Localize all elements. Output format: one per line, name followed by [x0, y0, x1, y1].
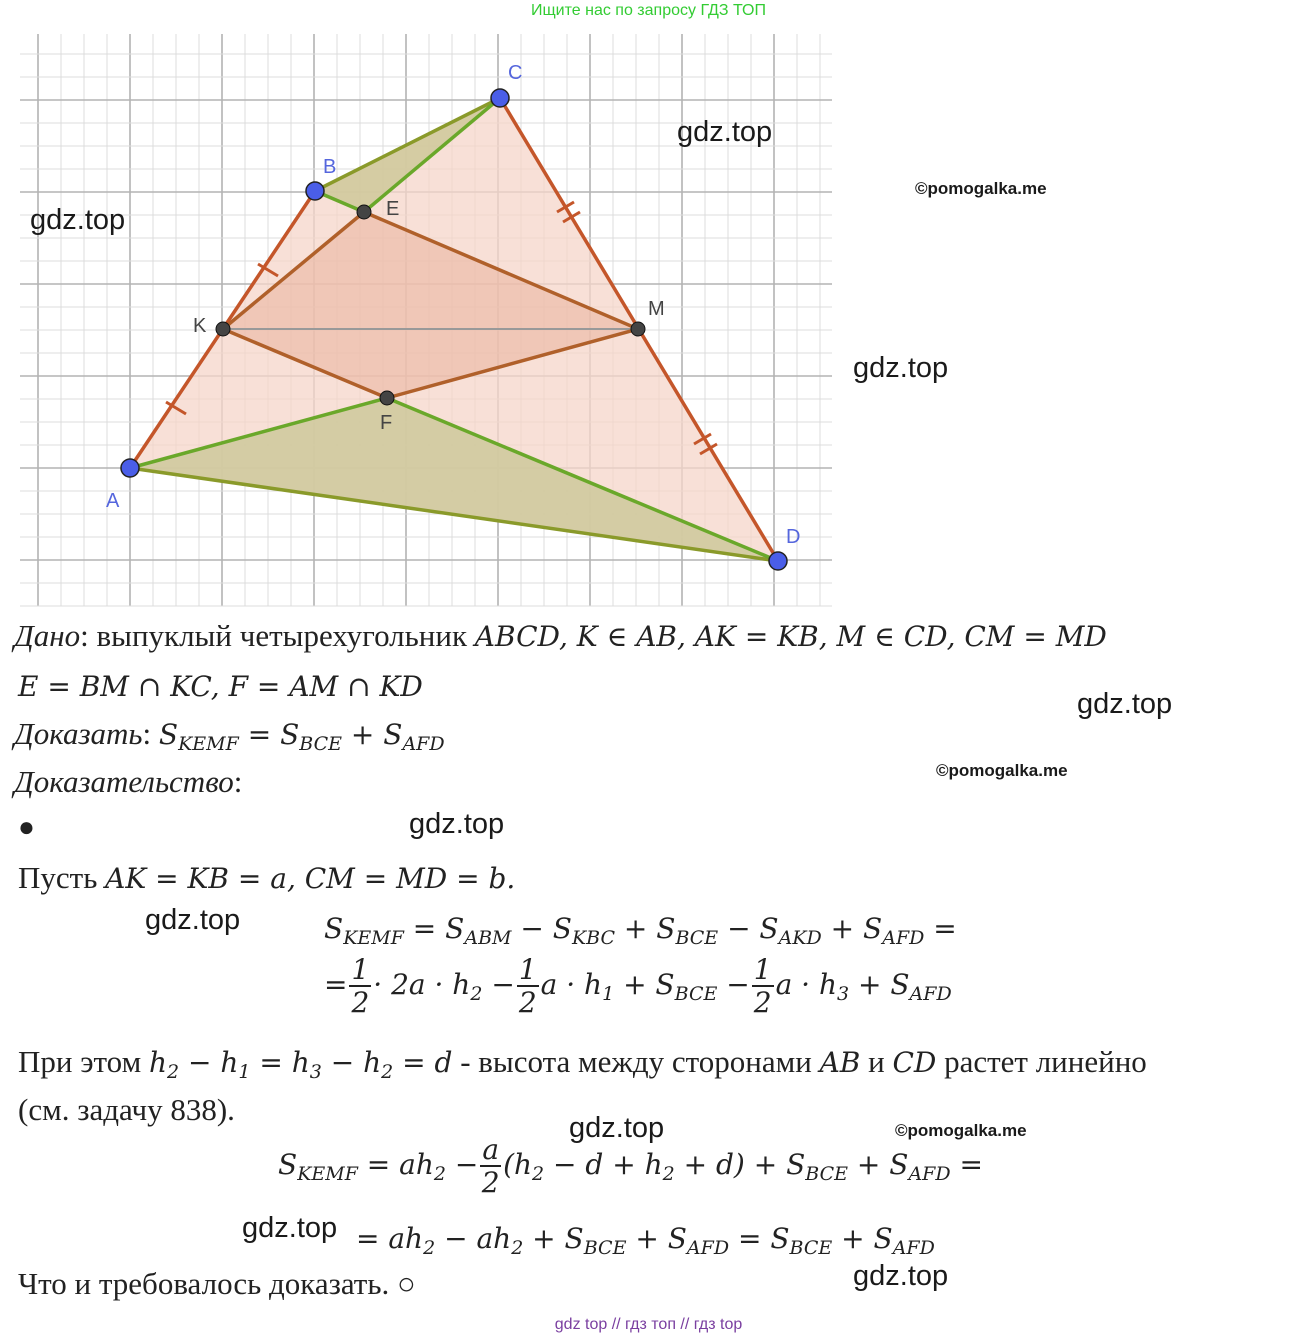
- note-and: и: [860, 1044, 893, 1079]
- point-c: [491, 89, 509, 107]
- label-c: C: [508, 62, 523, 84]
- given-line-1: [14, 618, 1107, 655]
- equation-4: = $ah_2 - ah_2 + S_{BCE} + S_{AFD} = S_{BCE} + S_{AFD}$: [356, 1222, 935, 1259]
- label-k: K: [193, 315, 207, 337]
- point-d: [769, 552, 787, 570]
- point-m: [631, 322, 645, 336]
- prove-label: Доказать: [14, 716, 143, 751]
- watermark-9: gdz.top: [853, 1260, 949, 1292]
- point-b: [306, 182, 324, 200]
- watermark-5: gdz.top: [409, 808, 505, 840]
- point-a: [121, 459, 139, 477]
- label-m: M: [648, 298, 665, 320]
- label-a: A: [106, 490, 120, 512]
- search-hint[interactable]: Ищите нас по запросу ГДЗ ТОП: [531, 2, 766, 19]
- point-f: [380, 391, 394, 405]
- let-line: [18, 860, 515, 897]
- watermark-4: gdz.top: [1077, 688, 1173, 720]
- given-line-2: [18, 668, 423, 705]
- note-end: растет линейно: [936, 1044, 1147, 1079]
- equation-2: = $\frac{1}{2}$ · $2a \cdot h_2$ − $\frac{1}{2}$ $a \cdot h_1 + S_{BCE}$ − $\frac{1}{2}$ $a \cdot h_3 + S_{AFD}$: [324, 953, 952, 1019]
- copyright-3: ©pomogalka.me: [895, 1121, 1027, 1140]
- copyright-1: ©pomogalka.me: [915, 179, 1047, 198]
- let-math: AK = KB = a, CM = MD = b.: [105, 862, 516, 895]
- note-start: При этом: [18, 1044, 149, 1079]
- given-label: Дано: [14, 618, 81, 653]
- geometry-figure: [0, 20, 860, 610]
- watermark-7: gdz.top: [569, 1112, 665, 1144]
- label-f: F: [380, 412, 393, 434]
- label-d: D: [786, 526, 801, 548]
- prove-line: [14, 716, 445, 762]
- point-k: [216, 322, 230, 336]
- given-math: ABCD, K ∈ AB, AK = KB, M ∈ CD, CM = MD: [474, 620, 1107, 653]
- watermark-3: gdz.top: [853, 352, 949, 384]
- note-line-2: (см. задачу 838).: [18, 1092, 235, 1127]
- equation-3: $S_{KEMF} = ah_2$ − $\frac{a}{2}$ $(h_2 - d + h_2 + d) + S_{BCE} + S_{AFD}$ =: [278, 1133, 983, 1199]
- bullet: ●: [18, 812, 35, 843]
- footer-links[interactable]: gdz top // гдз топ // гдз top: [554, 1316, 743, 1333]
- label-b: B: [323, 156, 337, 178]
- prove-formula: $S_{KEMF} = S_{BCE} + S_{AFD}$: [158, 718, 445, 755]
- prove-colon: :: [142, 716, 159, 751]
- label-e: E: [386, 198, 400, 220]
- given-text: : выпуклый четырехугольник: [80, 618, 475, 653]
- proof-colon: :: [233, 764, 243, 799]
- watermark-8: gdz.top: [242, 1212, 338, 1244]
- note-line-1: При этом $h_2 - h_1 = h_3 - h_2 = d$ - высота между сторонами AB и CD растет линейно: [18, 1044, 1147, 1083]
- point-e: [357, 205, 371, 219]
- conclusion: Что и требовалось доказать. ○: [18, 1266, 416, 1301]
- proof-label: Доказательство: [14, 764, 234, 799]
- proof-heading: [14, 764, 242, 800]
- watermark-6: gdz.top: [145, 904, 241, 936]
- note-mid: - высота между сторонами: [452, 1044, 820, 1079]
- let-word: Пусть: [18, 860, 106, 895]
- watermark-1: gdz.top: [677, 116, 773, 148]
- copyright-2: ©pomogalka.me: [936, 761, 1068, 780]
- equation-1: $S_{KEMF} = S_{ABM} - S_{KBC} + S_{BCE} - S_{AKD} + S_{AFD}$ =: [324, 912, 957, 949]
- watermark-2: gdz.top: [30, 204, 126, 236]
- given-math-2: E = BM ∩ KC, F = AM ∩ KD: [18, 670, 423, 703]
